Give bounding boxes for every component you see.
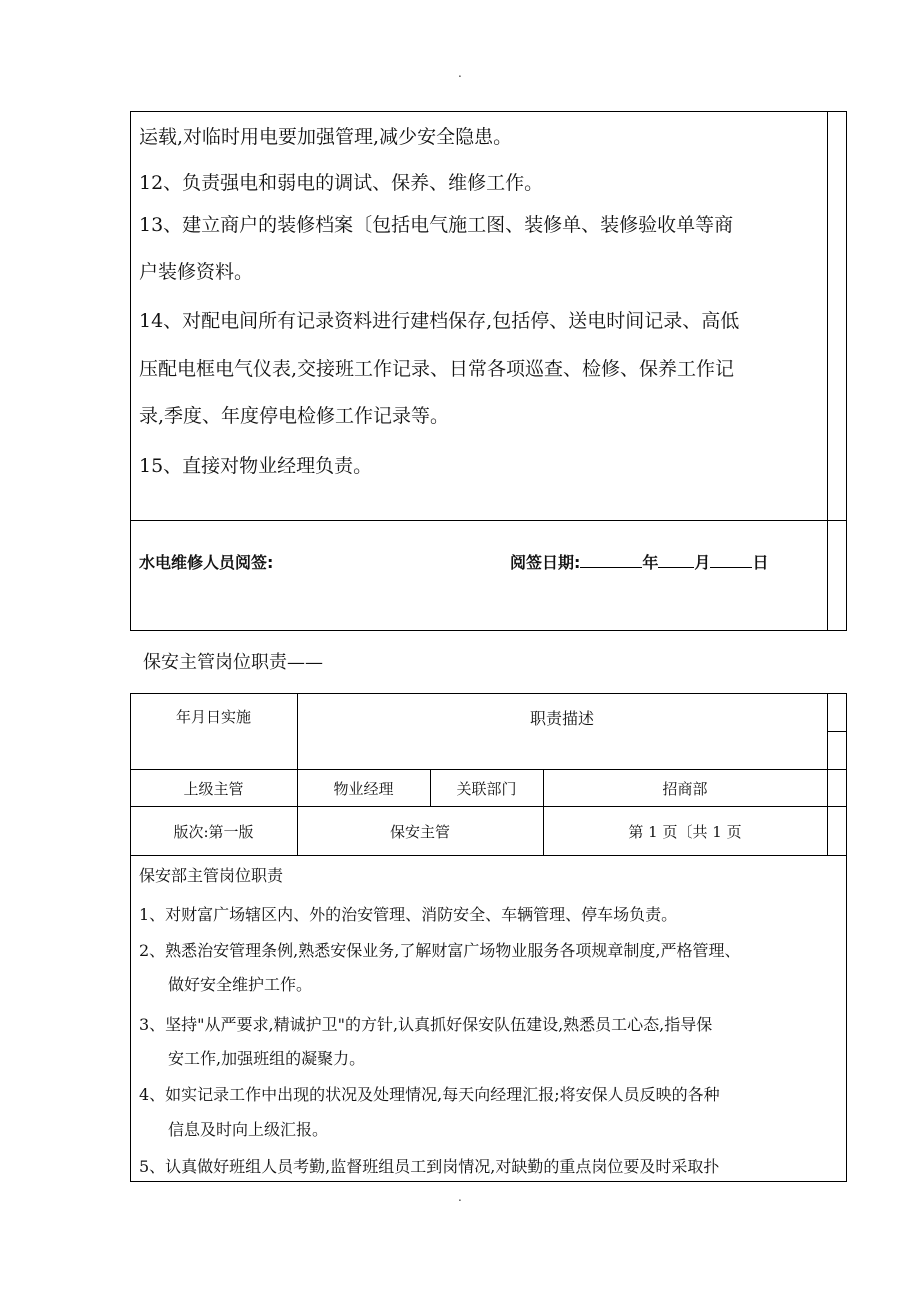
security-duty-line: 3、坚持"从严要求,精诚护卫"的方针,认真抓好保安队伍建设,熟悉员工心态,指导保 bbox=[139, 1015, 713, 1034]
duty-line: 运载,对临时用电要加强管理,减少安全隐患。 bbox=[139, 126, 513, 148]
bottom-page-mark: . bbox=[458, 1190, 462, 1204]
security-duty-line: 做好安全维护工作。 bbox=[168, 975, 313, 994]
position-cell: 保安主管 bbox=[389, 823, 450, 841]
month-blank bbox=[658, 553, 694, 568]
signoff-date-label: 阅签日期: bbox=[510, 553, 581, 572]
table2-row-divider bbox=[130, 855, 847, 856]
security-duty-line: 保安部主管岗位职责 bbox=[139, 866, 284, 885]
table1-signoff-divider bbox=[130, 520, 847, 521]
duty-line: 12、负责强电和弱电的调试、保养、维修工作。 bbox=[139, 172, 544, 194]
superior-label: 上级主管 bbox=[183, 780, 244, 798]
signoff-label: 水电维修人员阅签: bbox=[139, 553, 274, 572]
signoff-date bbox=[510, 550, 768, 573]
security-duty-line: 5、认真做好班组人员考勤,监督班组员工到岗情况,对缺勤的重点岗位要及时采取扑 bbox=[139, 1157, 720, 1176]
table2-row-divider bbox=[130, 769, 847, 770]
related-dept-label: 关联部门 bbox=[456, 780, 517, 798]
table2-row-divider bbox=[130, 806, 847, 807]
top-page-mark: . bbox=[458, 66, 462, 80]
day-blank bbox=[710, 553, 752, 568]
table2-col-divider bbox=[827, 693, 828, 855]
duty-line: 压配电框电气仪表,交接班工作记录、日常各项巡查、检修、保养工作记 bbox=[139, 358, 735, 380]
month-label: 月 bbox=[694, 553, 711, 572]
table1-right-divider bbox=[827, 111, 828, 631]
section-title: 保安主管岗位职责—— bbox=[143, 652, 323, 673]
year-label: 年 bbox=[642, 553, 659, 572]
security-duty-line: 信息及时向上级汇报。 bbox=[168, 1120, 329, 1139]
security-duty-line: 4、如实记录工作中出现的状况及处理情况,每天向经理汇报;将安保人员反映的各种 bbox=[139, 1085, 720, 1104]
related-dept-value: 招商部 bbox=[662, 780, 708, 798]
duty-line: 录,季度、年度停电检修工作记录等。 bbox=[139, 405, 450, 427]
implement-date-cell: 年月日实施 bbox=[175, 708, 251, 726]
security-duty-line: 安工作,加强班组的凝聚力。 bbox=[168, 1049, 366, 1068]
duty-line: 15、直接对物业经理负责。 bbox=[139, 455, 373, 477]
duty-line: 户装修资料。 bbox=[139, 261, 254, 283]
duty-line: 13、建立商户的装修档案〔包括电气施工图、装修单、装修验收单等商 bbox=[139, 214, 734, 236]
version-cell: 版次:第一版 bbox=[173, 823, 254, 841]
duty-line: 14、对配电间所有记录资料进行建档保存,包括停、送电时间记录、高低 bbox=[139, 310, 740, 332]
page-info-cell: 第 1 页〔共 1 页 bbox=[628, 823, 742, 841]
table2-right-col-divider bbox=[827, 731, 847, 732]
security-duty-line: 1、对财富广场辖区内、外的治安管理、消防安全、车辆管理、停车场负责。 bbox=[139, 905, 678, 924]
day-label: 日 bbox=[752, 553, 769, 572]
year-blank bbox=[580, 553, 642, 568]
duty-description-header: 职责描述 bbox=[529, 709, 594, 728]
superior-value: 物业经理 bbox=[333, 780, 394, 798]
security-duty-line: 2、熟悉治安管理条例,熟悉安保业务,了解财富广场物业服务各项规章制度,严格管理、 bbox=[139, 941, 741, 960]
